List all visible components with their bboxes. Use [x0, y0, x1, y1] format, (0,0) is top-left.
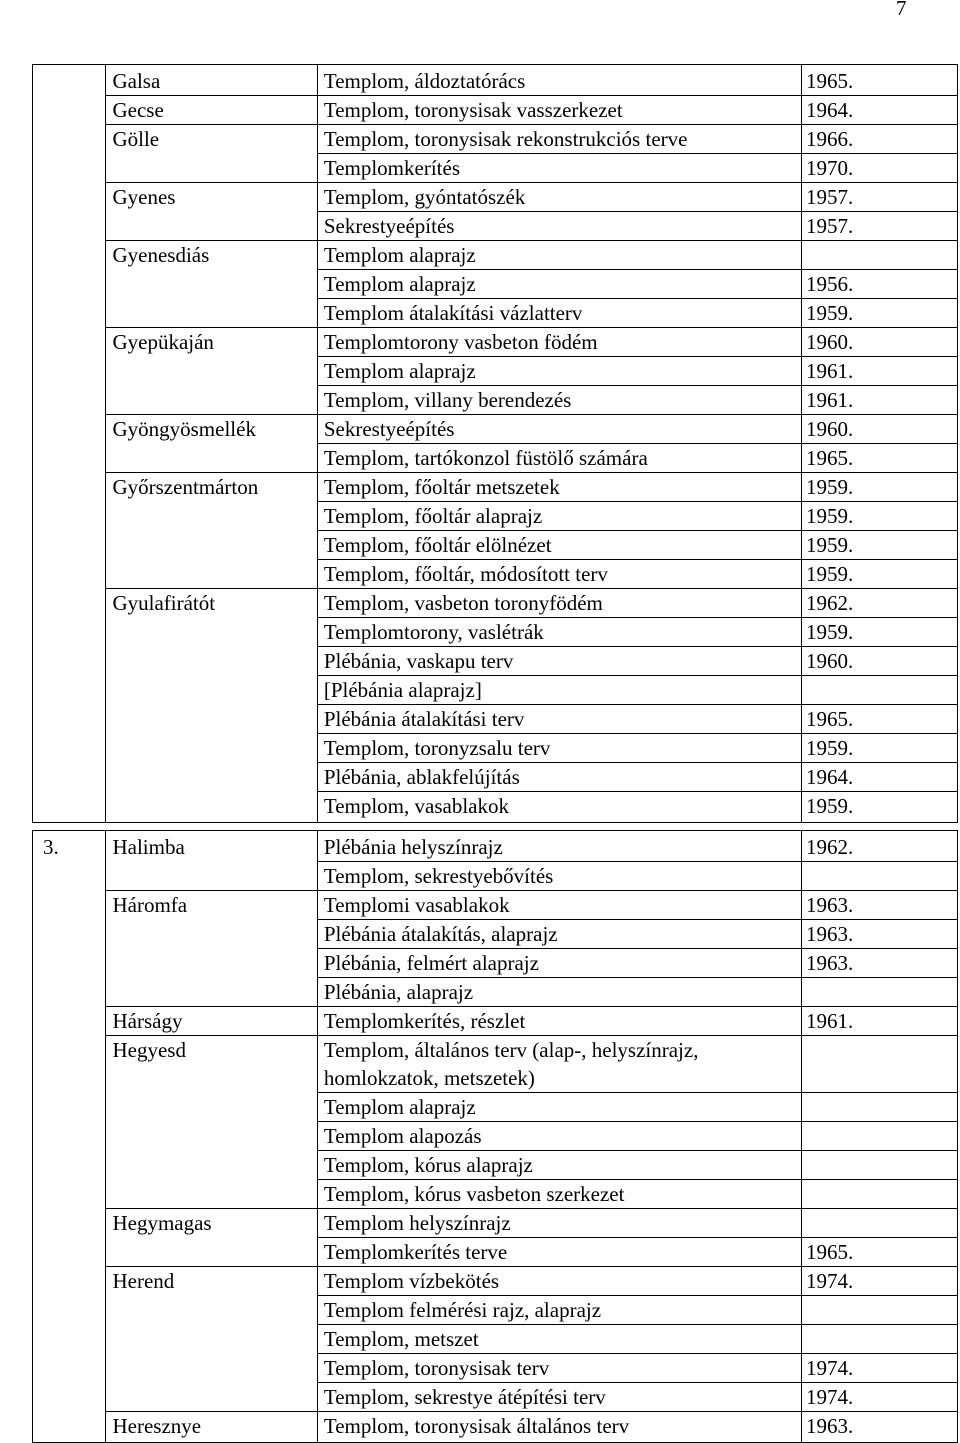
settlement-cell: Gyenes — [106, 183, 317, 241]
item-description-cell: Plébánia, alaprajz — [317, 978, 801, 1007]
item-description-cell: Templom, gyóntatószék — [317, 183, 801, 212]
year-cell: 1961. — [801, 1007, 957, 1036]
table-row — [33, 183, 958, 212]
year-cell: 1974. — [801, 1383, 957, 1412]
page-number: 7 — [896, 0, 907, 20]
table-row — [33, 415, 958, 444]
year-cell: 1957. — [801, 183, 957, 212]
item-description-cell: Sekrestyeépítés — [317, 415, 801, 444]
table-row — [33, 328, 958, 357]
year-cell — [801, 241, 957, 270]
item-description-cell: Templom, tartókonzol füstölő számára — [317, 444, 801, 473]
item-description-cell: Sekrestyeépítés — [317, 212, 801, 241]
settlement-cell: Heresznye — [106, 1412, 317, 1443]
year-cell: 1959. — [801, 502, 957, 531]
archive-table-2 — [32, 830, 958, 1443]
year-cell: 1959. — [801, 473, 957, 502]
item-description-cell: Templom, toronysisak vasszerkezet — [317, 96, 801, 125]
year-cell: 1959. — [801, 299, 957, 328]
settlement-cell: Gyöngyösmellék — [106, 415, 317, 473]
item-description-cell: Plébánia, ablakfelújítás — [317, 763, 801, 792]
item-description-cell: Templom, áldoztatórács — [317, 65, 801, 96]
year-cell — [801, 1325, 957, 1354]
item-description-cell: Plébánia, felmért alaprajz — [317, 949, 801, 978]
year-cell: 1959. — [801, 618, 957, 647]
item-description-cell: Plébánia átalakítási terv — [317, 705, 801, 734]
item-description-cell: Templom, sekrestyebővítés — [317, 862, 801, 891]
year-cell: 1963. — [801, 1412, 957, 1443]
table-row — [33, 1412, 958, 1443]
settlement-cell: Hárságy — [106, 1007, 317, 1036]
year-cell: 1964. — [801, 96, 957, 125]
table-row — [33, 589, 958, 618]
year-cell: 1960. — [801, 647, 957, 676]
section-number-cell — [33, 65, 106, 823]
year-cell: 1965. — [801, 444, 957, 473]
settlement-cell: Gyepükaján — [106, 328, 317, 415]
year-cell: 1961. — [801, 386, 957, 415]
settlement-cell: Galsa — [106, 65, 317, 96]
item-description-cell: Templom, főoltár metszetek — [317, 473, 801, 502]
year-cell — [801, 1209, 957, 1238]
item-description-cell: Templomi vasablakok — [317, 891, 801, 920]
item-description-cell: Templomkerítés — [317, 154, 801, 183]
year-cell: 1963. — [801, 949, 957, 978]
year-cell: 1963. — [801, 920, 957, 949]
item-description-cell: Templom, vasablakok — [317, 792, 801, 823]
table-row — [33, 1267, 958, 1296]
item-description-cell: Templom, kórus vasbeton szerkezet — [317, 1180, 801, 1209]
item-description-cell: Plébánia helyszínrajz — [317, 831, 801, 862]
item-description-cell: Templom, toronysisak általános terv — [317, 1412, 801, 1443]
item-description-cell: Templom, villany berendezés — [317, 386, 801, 415]
year-cell — [801, 676, 957, 705]
item-description-cell: Templom, metszet — [317, 1325, 801, 1354]
year-cell: 1965. — [801, 705, 957, 734]
table-row — [33, 831, 958, 862]
item-description-cell: Templom alaprajz — [317, 1093, 801, 1122]
year-cell: 1956. — [801, 270, 957, 299]
item-description-cell: Templom, általános terv (alap-, helyszínrajz, homlokzatok, metszetek) — [317, 1036, 801, 1093]
year-cell — [801, 1036, 957, 1093]
table-row — [33, 241, 958, 270]
item-description-cell: Templom átalakítási vázlatterv — [317, 299, 801, 328]
settlement-cell: Hegymagas — [106, 1209, 317, 1267]
settlement-cell: Hegyesd — [106, 1036, 317, 1209]
table-row — [33, 1007, 958, 1036]
year-cell — [801, 1180, 957, 1209]
year-cell: 1960. — [801, 415, 957, 444]
settlement-cell: Gyenesdiás — [106, 241, 317, 328]
year-cell: 1959. — [801, 531, 957, 560]
year-cell — [801, 1093, 957, 1122]
item-description-cell: Templom felmérési rajz, alaprajz — [317, 1296, 801, 1325]
table-row — [33, 65, 958, 96]
year-cell — [801, 1122, 957, 1151]
year-cell: 1959. — [801, 560, 957, 589]
item-description-cell: Plébánia átalakítás, alaprajz — [317, 920, 801, 949]
item-description-cell: Templom helyszínrajz — [317, 1209, 801, 1238]
year-cell: 1960. — [801, 328, 957, 357]
item-description-cell: Templom alaprajz — [317, 270, 801, 299]
item-description-cell: Plébánia, vaskapu terv — [317, 647, 801, 676]
year-cell: 1959. — [801, 792, 957, 823]
settlement-cell: Gecse — [106, 96, 317, 125]
year-cell: 1962. — [801, 831, 957, 862]
settlement-cell: Herend — [106, 1267, 317, 1412]
year-cell: 1966. — [801, 125, 957, 154]
table-row — [33, 473, 958, 502]
year-cell: 1964. — [801, 763, 957, 792]
settlement-cell: Háromfa — [106, 891, 317, 1007]
settlement-cell: Győrszentmárton — [106, 473, 317, 589]
settlement-cell: Halimba — [106, 831, 317, 891]
year-cell — [801, 978, 957, 1007]
table-row — [33, 125, 958, 154]
year-cell: 1957. — [801, 212, 957, 241]
item-description-cell: Templomtorony, vaslétrák — [317, 618, 801, 647]
item-description-cell: Templom vízbekötés — [317, 1267, 801, 1296]
year-cell: 1959. — [801, 734, 957, 763]
year-cell — [801, 1296, 957, 1325]
table-row — [33, 1209, 958, 1238]
item-description-cell: Templom, főoltár elölnézet — [317, 531, 801, 560]
year-cell: 1965. — [801, 65, 957, 96]
year-cell: 1974. — [801, 1354, 957, 1383]
item-description-cell: Templom, vasbeton toronyfödém — [317, 589, 801, 618]
item-description-cell: Templom, kórus alaprajz — [317, 1151, 801, 1180]
year-cell: 1974. — [801, 1267, 957, 1296]
item-description-cell: Templom, toronyzsalu terv — [317, 734, 801, 763]
year-cell — [801, 1151, 957, 1180]
item-description-cell: Templom alaprajz — [317, 357, 801, 386]
year-cell: 1962. — [801, 589, 957, 618]
item-description-cell: Templom, toronysisak rekonstrukciós terve — [317, 125, 801, 154]
settlement-cell: Gölle — [106, 125, 317, 183]
table-row — [33, 96, 958, 125]
year-cell — [801, 862, 957, 891]
item-description-cell: [Plébánia alaprajz] — [317, 676, 801, 705]
item-description-cell: Templomtorony vasbeton födém — [317, 328, 801, 357]
year-cell: 1970. — [801, 154, 957, 183]
year-cell: 1965. — [801, 1238, 957, 1267]
item-description-cell: Templomkerítés, részlet — [317, 1007, 801, 1036]
item-description-cell: Templom alapozás — [317, 1122, 801, 1151]
table-row — [33, 891, 958, 920]
section-number-cell: 3. — [33, 831, 106, 1443]
item-description-cell: Templom, toronysisak terv — [317, 1354, 801, 1383]
settlement-cell: Gyulafirátót — [106, 589, 317, 823]
item-description-cell: Templom, sekrestye átépítési terv — [317, 1383, 801, 1412]
table-row — [33, 1036, 958, 1093]
item-description-cell: Templom, főoltár, módosított terv — [317, 560, 801, 589]
year-cell: 1963. — [801, 891, 957, 920]
item-description-cell: Templom alaprajz — [317, 241, 801, 270]
item-description-cell: Templom, főoltár alaprajz — [317, 502, 801, 531]
archive-table-1 — [32, 64, 958, 823]
item-description-cell: Templomkerítés terve — [317, 1238, 801, 1267]
year-cell: 1961. — [801, 357, 957, 386]
